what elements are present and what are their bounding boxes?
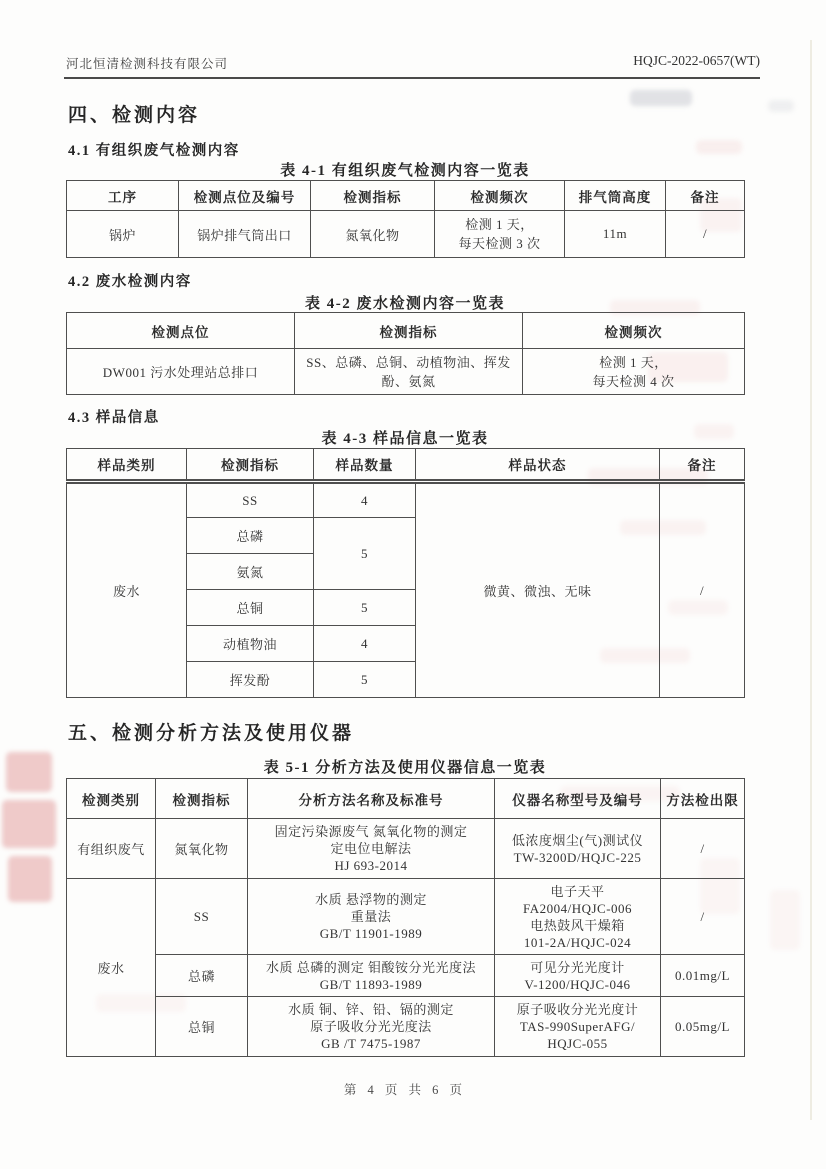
method-line: 定电位电解法 (330, 841, 412, 856)
table-row (67, 955, 745, 997)
sample-status-cell: 微黄、微浊、无味 (416, 482, 660, 698)
column-header: 仪器名称型号及编号 (495, 779, 661, 819)
section-5-title: 五、检测分析方法及使用仪器 (68, 723, 355, 744)
indicator-cell: 总磷 (156, 955, 248, 997)
table-5-1 (66, 778, 745, 1057)
page-number: 第 4 页 共 6 页 (343, 1083, 467, 1097)
column-header: 检测类别 (67, 779, 156, 819)
instrument-line: 低浓度烟尘(气)测试仪 (511, 832, 644, 848)
table-5-1-header-row (67, 779, 745, 819)
method-line: 水质 总磷的测定 钼酸铵分光光度法 (265, 959, 476, 975)
column-header: 检测点位及编号 (179, 181, 311, 211)
header-rule (64, 77, 760, 79)
column-header: 方法检出限 (661, 779, 745, 819)
process-cell: 锅炉 (67, 211, 179, 258)
indicator-cell: 总铜 (187, 590, 314, 626)
detection-limit-cell: 0.05mg/L (661, 997, 745, 1057)
method-line: GB/T 11893-1989 (319, 976, 423, 992)
instrument-line: HQJC-055 (547, 1036, 608, 1051)
quantity-cell: 5 (314, 662, 416, 698)
bleed-through-mark (696, 140, 742, 154)
table-4-3-caption: 表 4-3 样品信息一览表 (321, 431, 489, 447)
instrument-cell (495, 879, 661, 955)
method-line: 原子吸收分光光度法 (310, 1019, 432, 1034)
method-cell (248, 955, 495, 997)
method-line: GB/T 11901-1989 (319, 926, 423, 941)
instrument-line: TAS-990SuperAFG/ (519, 1019, 636, 1034)
indicator-cell: 氮氧化物 (156, 819, 248, 879)
table-4-3-header-row (67, 449, 745, 482)
indicator-cell: SS (187, 482, 314, 518)
section-4-title: 四、检测内容 (68, 105, 201, 126)
column-header: 检测指标 (187, 449, 314, 482)
method-cell (248, 997, 495, 1057)
table-4-3 (66, 448, 745, 698)
instrument-cell (495, 819, 661, 879)
quantity-cell: 4 (314, 482, 416, 518)
stamp-bleed-mark (6, 752, 52, 792)
column-header: 样品数量 (314, 449, 416, 482)
detection-limit-cell: / (661, 879, 745, 955)
subsection-4-2-title: 4.2 废水检测内容 (68, 274, 192, 290)
indicator-cell: SS (156, 879, 248, 955)
table-row (67, 349, 745, 395)
table-row (67, 997, 745, 1057)
indicator-cell: 氨氮 (187, 554, 314, 590)
method-line: HJ 693-2014 (334, 858, 408, 873)
column-header: 分析方法名称及标准号 (248, 779, 495, 819)
scan-edge-line (810, 40, 812, 1120)
detection-limit-cell: / (661, 819, 745, 879)
remark-cell: / (660, 482, 745, 698)
category-cell: 废水 (67, 879, 156, 1057)
column-header: 检测指标 (156, 779, 248, 819)
indicators-line: SS、总磷、总铜、动植物油、挥发 (306, 354, 511, 370)
frequency-line: 每天检测 4 次 (592, 373, 675, 389)
frequency-line: 检测 1 天， (599, 354, 668, 370)
frequency-line: 每天检测 3 次 (458, 236, 541, 251)
column-header: 检测指标 (311, 181, 435, 211)
instrument-line: 可见分光光度计 (530, 959, 625, 975)
method-line: 固定污染源废气 氮氧化物的测定 (274, 824, 468, 839)
quantity-cell: 5 (314, 518, 416, 590)
column-header: 排气筒高度 (565, 181, 666, 211)
quantity-cell: 5 (314, 590, 416, 626)
method-line: 水质 铜、锌、铅、镉的测定 (288, 1002, 454, 1017)
instrument-line: FA2004/HQJC-006 (522, 900, 633, 916)
doc-number: HQJC-2022-0657(WT) (633, 53, 760, 68)
detection-limit-cell: 0.01mg/L (661, 955, 745, 997)
column-header: 检测指标 (295, 313, 523, 349)
category-cell: 有组织废气 (67, 819, 156, 879)
method-line: 重量法 (350, 909, 392, 924)
instrument-line: 原子吸收分光光度计 (516, 1002, 639, 1017)
instrument-line: 电子天平 (550, 883, 605, 899)
bleed-through-mark (768, 100, 794, 112)
method-cell (248, 819, 495, 879)
indicators-line: 酚、氨氮 (381, 373, 436, 389)
table-4-2-header-row (67, 313, 745, 349)
column-header: 检测频次 (435, 181, 565, 211)
company-name: 河北恒清检测科技有限公司 (66, 57, 229, 71)
column-header: 工序 (67, 181, 179, 211)
sample-category-cell: 废水 (67, 482, 187, 698)
instrument-line: 101-2A/HQJC-024 (523, 934, 632, 950)
column-header: 检测点位 (67, 313, 295, 349)
table-4-1-caption: 表 4-1 有组织废气检测内容一览表 (280, 163, 530, 179)
frequency-cell (435, 211, 565, 258)
indicator-cell: 动植物油 (187, 626, 314, 662)
table-4-2-caption: 表 4-2 废水检测内容一览表 (305, 296, 505, 312)
indicator-cell: 挥发酚 (187, 662, 314, 698)
point-cell: DW001 污水处理站总排口 (67, 349, 295, 395)
table-row (67, 879, 745, 955)
subsection-4-3-title: 4.3 样品信息 (68, 410, 160, 426)
table-4-1-header-row (67, 181, 745, 211)
subsection-4-1-title: 4.1 有组织废气检测内容 (68, 143, 240, 159)
indicator-cell: 氮氧化物 (311, 211, 435, 258)
table-4-2 (66, 312, 745, 395)
instrument-cell (495, 997, 661, 1057)
indicator-cell: 总磷 (187, 518, 314, 554)
remark-cell: / (666, 211, 745, 258)
table-4-1 (66, 180, 745, 258)
indicator-cell: 总铜 (156, 997, 248, 1057)
point-cell: 锅炉排气筒出口 (179, 211, 311, 258)
stack-height-cell: 11m (565, 211, 666, 258)
instrument-line: 电热鼓风干燥箱 (530, 917, 625, 933)
column-header: 样品类别 (67, 449, 187, 482)
column-header: 备注 (660, 449, 745, 482)
stamp-bleed-mark (2, 800, 56, 848)
instrument-cell (495, 955, 661, 997)
instrument-line: TW-3200D/HQJC-225 (513, 849, 642, 865)
frequency-cell (523, 349, 745, 395)
instrument-line: V-1200/HQJC-046 (524, 976, 631, 992)
method-cell (248, 879, 495, 955)
bleed-through-mark (630, 90, 692, 106)
indicators-cell (295, 349, 523, 395)
frequency-line: 检测 1 天， (465, 217, 534, 232)
table-row (67, 211, 745, 258)
table-5-1-caption: 表 5-1 分析方法及使用仪器信息一览表 (263, 760, 547, 776)
table-row (67, 482, 745, 518)
table-row (67, 819, 745, 879)
quantity-cell: 4 (314, 626, 416, 662)
column-header: 样品状态 (416, 449, 660, 482)
column-header: 备注 (666, 181, 745, 211)
column-header: 检测频次 (523, 313, 745, 349)
method-line: 水质 悬浮物的测定 (315, 892, 427, 907)
bleed-through-mark (770, 890, 800, 950)
stamp-bleed-mark (8, 856, 52, 902)
method-line: GB /T 7475-1987 (321, 1036, 421, 1051)
